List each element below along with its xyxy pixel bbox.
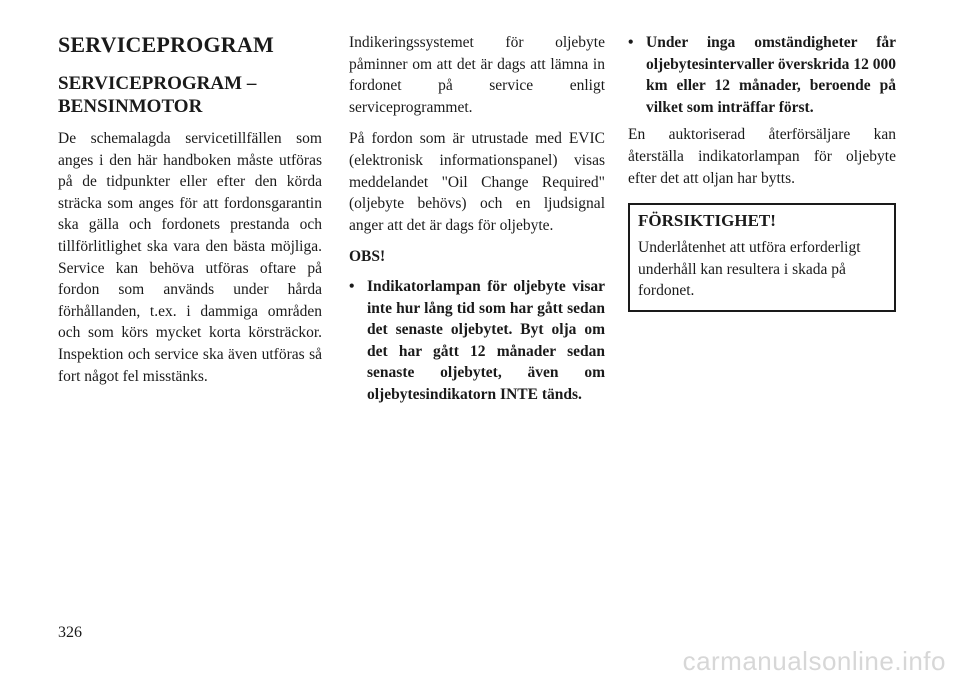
note-list-continued (628, 32, 896, 118)
caution-text: Underlåtenhet att utföra erforderligt underhåll kan resultera i skada på fordonet. (638, 239, 861, 300)
note-item (628, 32, 896, 118)
evic-paragraph: På fordon som är utrustade med EVIC (elektronisk informationspanel) visas meddelandet "Oil Change Required" (oljebyte behövs) och en ljudsignal anger att det är dags för oljebyte. (349, 130, 605, 234)
note-item-text: Under inga omständigheter får oljebytesintervaller överskrida 12 000 km eller 12 månader, beroende på vilket som inträffar först. (646, 34, 896, 116)
caution-box (628, 203, 896, 312)
caution-title: FÖRSIKTIGHET! (638, 211, 776, 231)
indicator-paragraph: Indikeringssystemet för oljebyte påminner om att det är dags att lämna in fordonet på service enligt serviceprogrammet. (349, 34, 605, 116)
bullet-icon: • (349, 277, 355, 295)
column-middle (349, 32, 605, 412)
note-item (349, 276, 605, 406)
column-right (628, 32, 896, 312)
bullet-icon: • (628, 34, 634, 51)
page-number: 326 (58, 624, 82, 641)
section-heading: SERVICEPROGRAM – BENSINMOTOR (58, 73, 257, 117)
intro-paragraph: De schemalagda servicetillfällen som anges i den här handboken måste utföras på de tidpunkter eller efter den körda sträcka som anges för att fordonsgarantin ska gälla och fordonets prestanda och tillförlitlighet ska vara den bästa möjliga. Service kan behöva utföras oftare på fordon som används under hårda förhållanden, t.ex. i dammiga områden och som körs mycket korta körsträckor. Inspektion och service ska även utföras så fort något fel misstänks. (58, 130, 322, 385)
note-label: OBS! (349, 248, 386, 266)
column-left (58, 32, 322, 397)
reset-paragraph: En auktoriserad återförsäljare kan återställa indikatorlampan för oljebyte efter det att oljan har bytts. (628, 126, 896, 187)
page-title: SERVICEPROGRAM (58, 32, 274, 57)
watermark: carmanualsonline.info (682, 646, 946, 676)
note-list (349, 276, 605, 406)
note-item-text: Indikatorlampan för oljebyte visar inte hur lång tid som har gått sedan det senaste oljebytet. Byt olja om det har gått 12 månader sedan senaste oljebytet, även om oljebytesindikatorn INTE tänds. (367, 277, 605, 403)
